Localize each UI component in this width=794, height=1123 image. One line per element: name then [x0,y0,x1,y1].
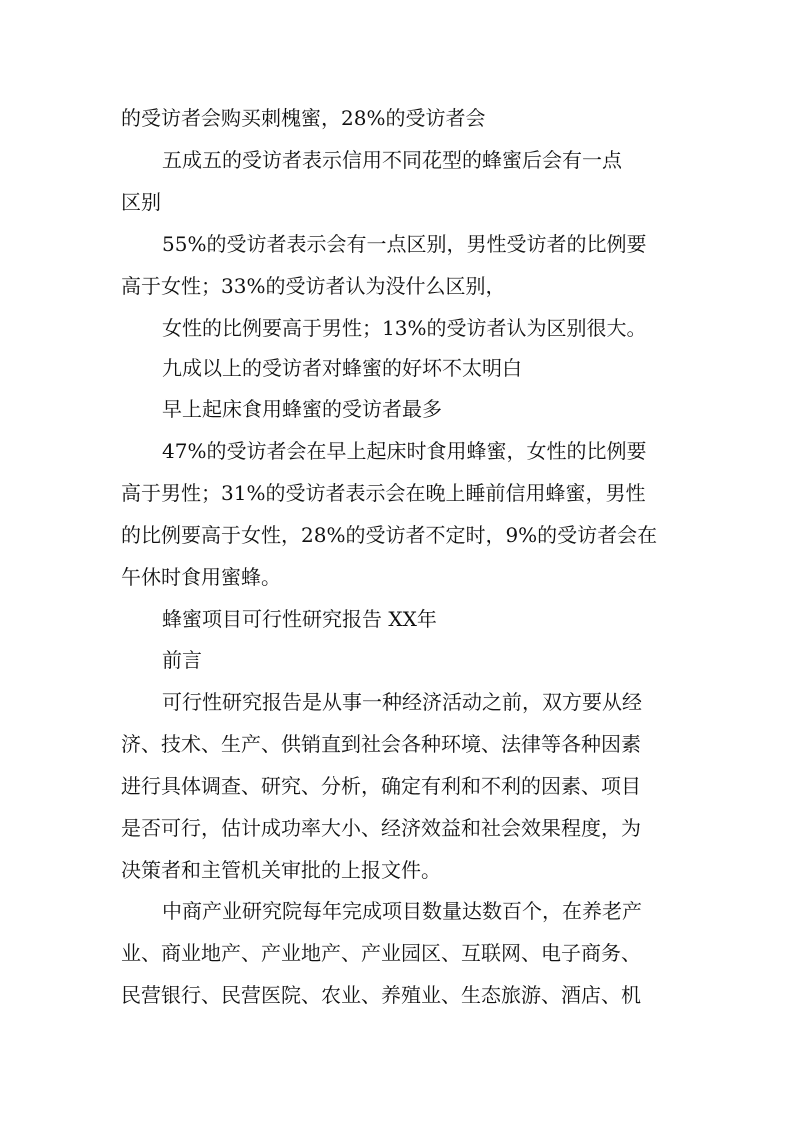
text-line: 55%的受访者表示会有一点区别，男性受访者的比例要 [162,232,647,256]
text-line: 早上起床食用蜂蜜的受访者最多 [162,397,442,421]
text-line: 高于男性；31%的受访者表示会在晚上睡前信用蜂蜜，男性 [121,481,646,505]
text-line: 中商产业研究院每年完成项目数量达数百个，在养老产 [162,899,642,923]
text-line: 可行性研究报告是从事一种经济活动之前，双方要从经 [162,690,642,714]
text-line: 五成五的受访者表示信用不同花型的蜂蜜后会有一点 [162,148,622,172]
section-heading: 前言 [162,648,202,672]
text-line: 业、商业地产、产业地产、产业园区、互联网、电子商务、 [121,941,641,965]
text-line: 民营银行、民营医院、农业、养殖业、生态旅游、酒店、机 [121,983,641,1007]
text-line: 济、技术、生产、供销直到社会各种环境、法律等各种因素 [121,732,641,756]
text-line: 47%的受访者会在早上起床时食用蜂蜜，女性的比例要 [162,439,647,463]
section-heading: 蜂蜜项目可行性研究报告 XX年 [162,607,437,631]
text-line: 女性的比例要高于男性；13%的受访者认为区别很大。 [162,316,647,340]
text-line: 区别 [121,190,161,214]
text-line: 的比例要高于女性，28%的受访者不定时，9%的受访者会在 [121,523,658,547]
text-line: 是否可行，估计成功率大小、经济效益和社会效果程度，为 [121,816,641,840]
text-line: 九成以上的受访者对蜂蜜的好坏不太明白 [162,356,522,380]
text-line: 决策者和主管机关审批的上报文件。 [121,858,441,882]
text-line: 的受访者会购买刺槐蜜，28%的受访者会 [121,106,486,130]
text-line: 高于女性；33%的受访者认为没什么区别， [121,274,506,298]
text-line: 午休时食用蜜蜂。 [121,565,281,589]
text-line: 进行具体调查、研究、分析，确定有利和不利的因素、项目 [121,774,641,798]
